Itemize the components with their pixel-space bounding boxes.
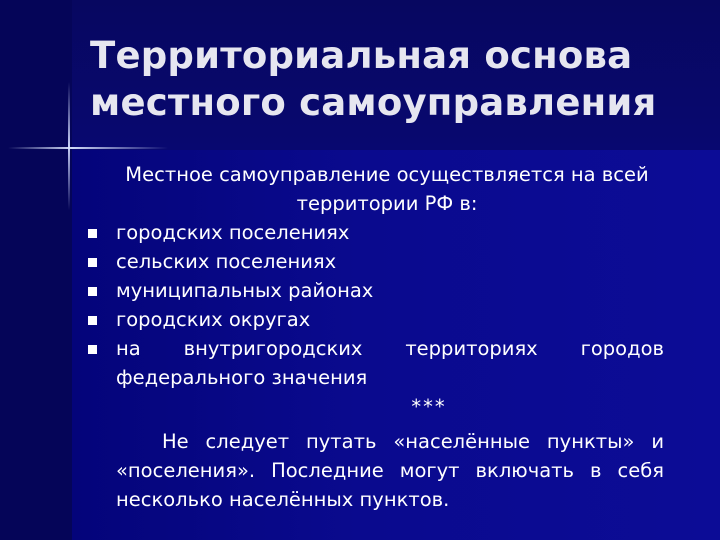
intro-text: Местное самоуправление осуществляется на всей территории РФ в: xyxy=(125,163,649,215)
separator: *** xyxy=(411,395,447,418)
list-item-text: городских поселениях xyxy=(116,221,350,244)
title-line-2: местного самоуправления xyxy=(90,81,657,124)
left-band xyxy=(0,0,72,540)
list-item-text: муниципальных районах xyxy=(116,279,374,302)
list-item xyxy=(84,276,664,305)
vertical-accent-line xyxy=(68,82,70,210)
list-item-justified-line xyxy=(116,334,664,363)
square-bullet-icon xyxy=(88,258,97,267)
list-item xyxy=(84,218,664,247)
list-item xyxy=(84,247,664,276)
title-line-1: Территориальная основа xyxy=(90,34,633,77)
list-item-text: сельских поселениях xyxy=(116,250,337,273)
word: на xyxy=(116,337,141,360)
slide-title xyxy=(90,32,690,126)
list-item-text: городских округах xyxy=(116,308,311,331)
horizontal-accent-line xyxy=(8,147,168,149)
list-item xyxy=(84,305,664,334)
word: внутригородских xyxy=(183,337,363,360)
bullet-list xyxy=(84,218,664,363)
list-item-continuation: федерального значения xyxy=(116,366,368,389)
square-bullet-icon xyxy=(88,229,97,238)
list-item xyxy=(84,334,664,363)
square-bullet-icon xyxy=(88,287,97,296)
square-bullet-icon xyxy=(88,345,97,354)
word: территориях xyxy=(405,337,538,360)
slide-body xyxy=(84,160,664,514)
word: городов xyxy=(580,337,664,360)
note-paragraph xyxy=(84,427,664,514)
note-text: Не следует путать «населённые пункты» и «поселения». Последние могут включать в себя несколько населённых пунктов. xyxy=(116,430,664,511)
square-bullet-icon xyxy=(88,316,97,325)
